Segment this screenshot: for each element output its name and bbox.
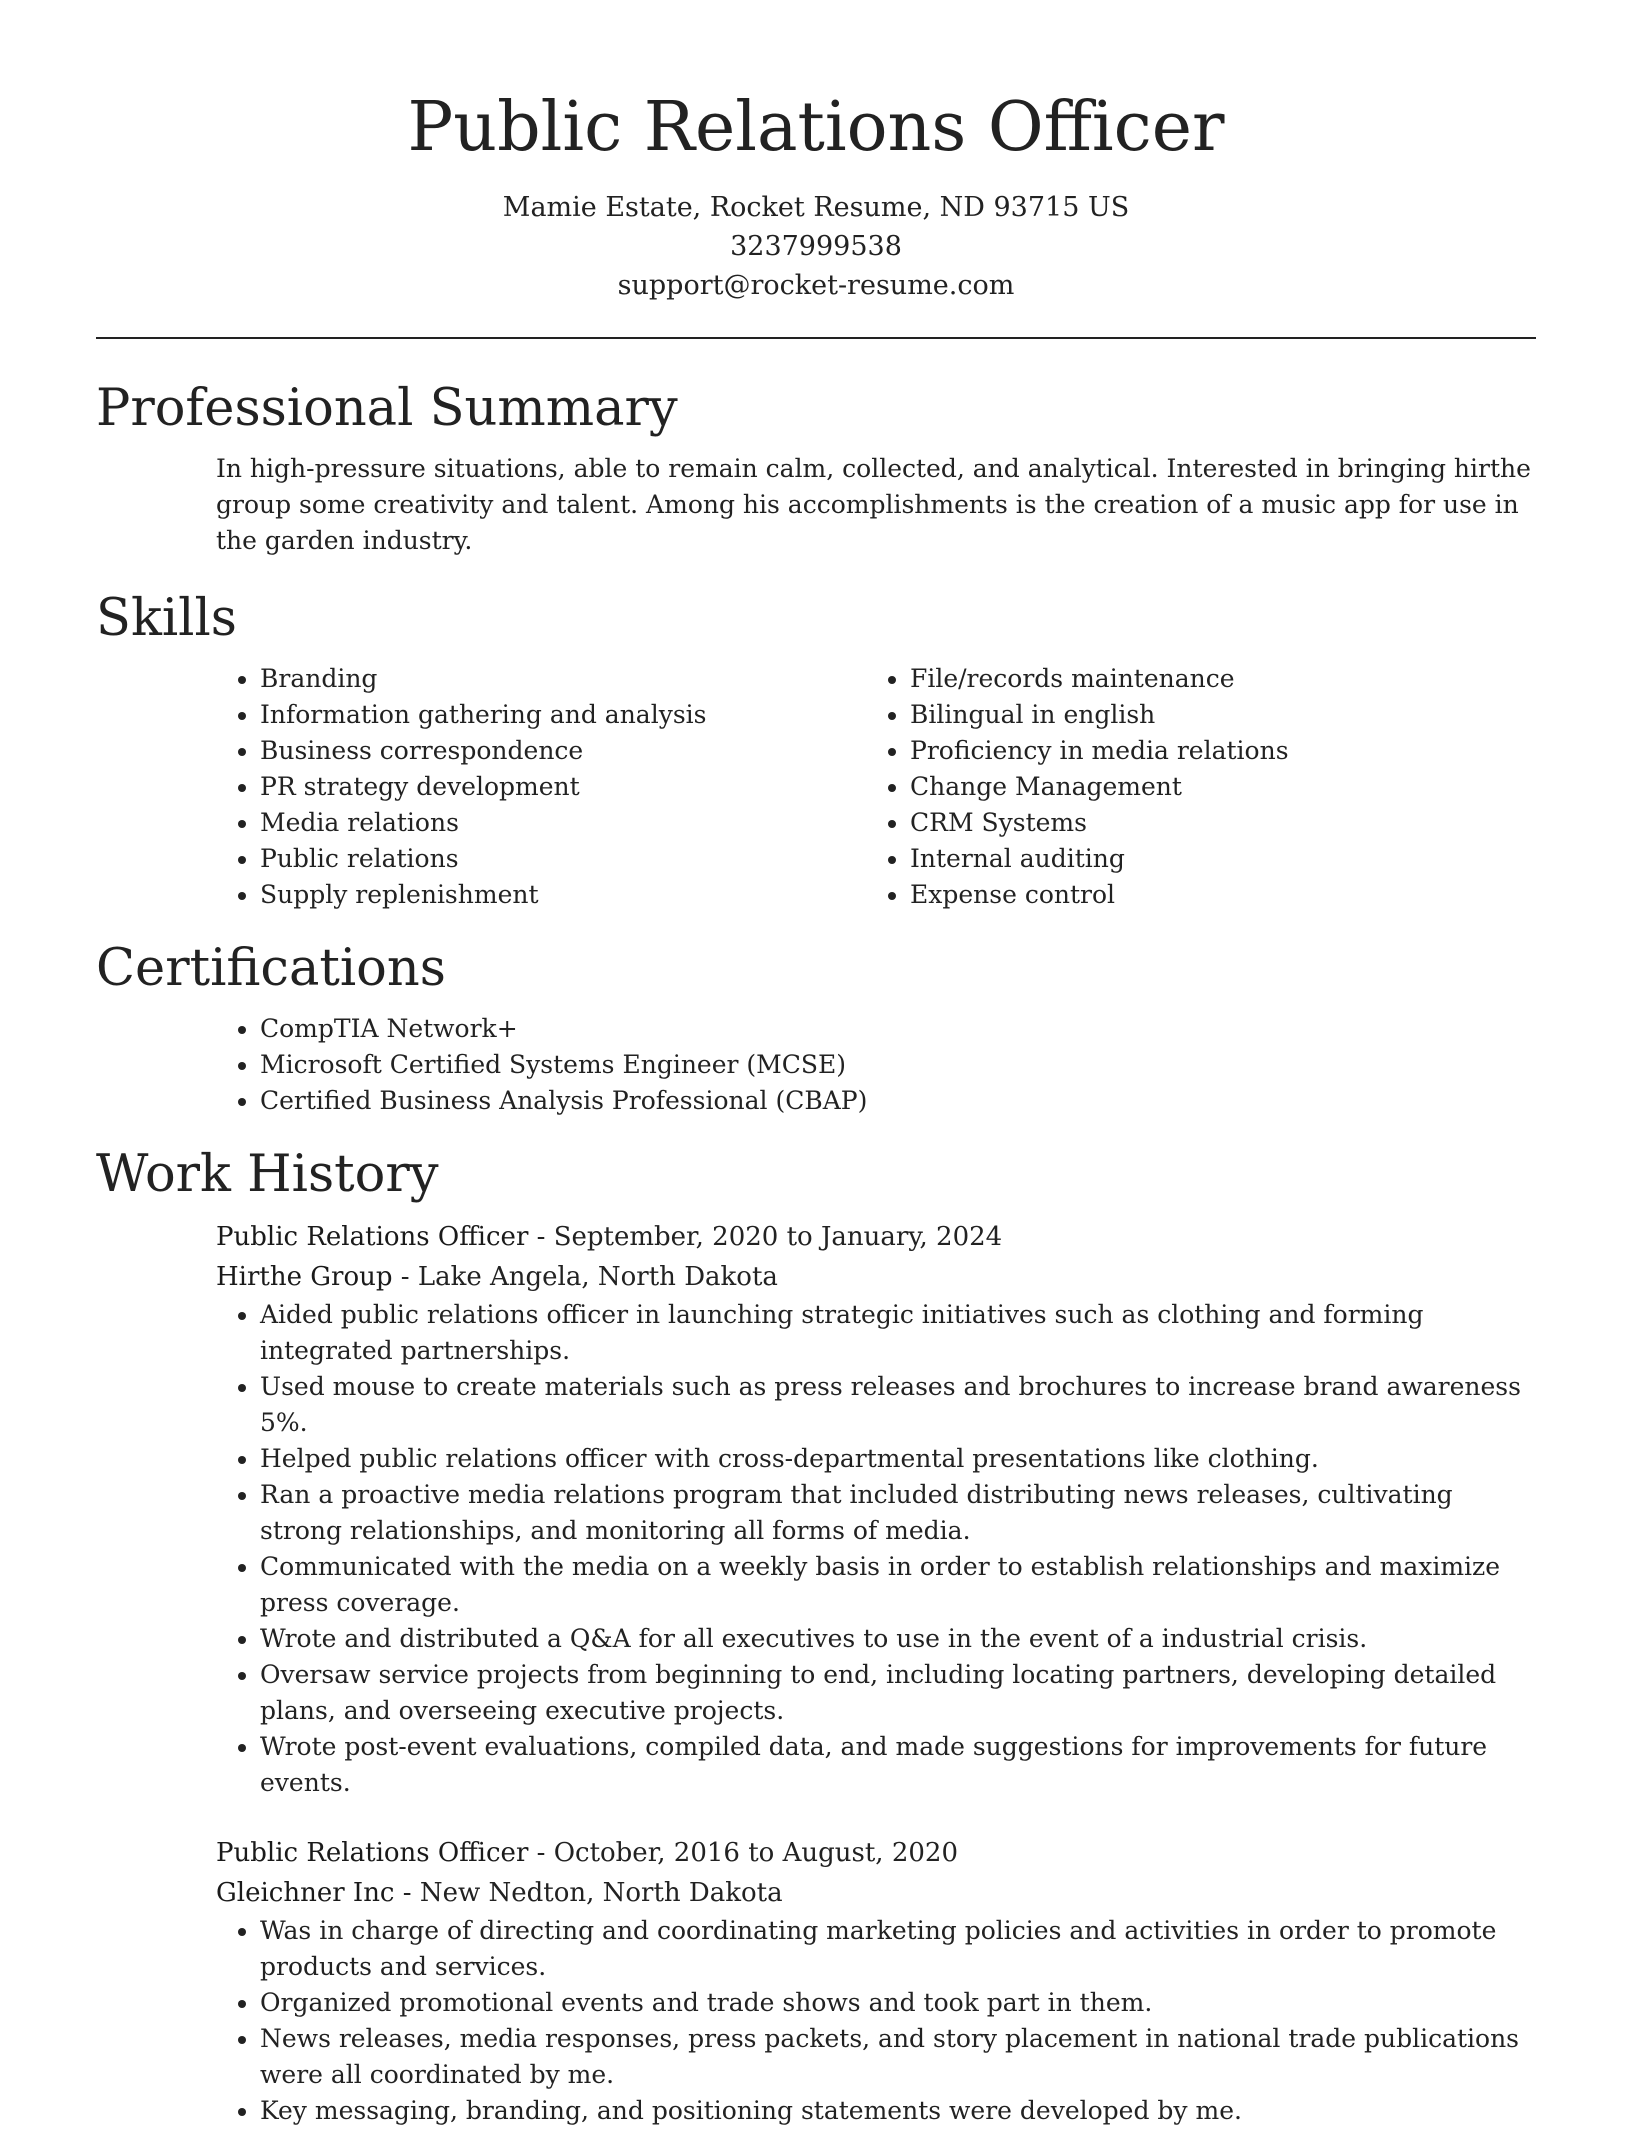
job-location: - New Nedton, North Dakota	[394, 1878, 783, 1908]
skills-list-left	[216, 661, 866, 913]
job-role: Public Relations Officer	[216, 1838, 529, 1868]
certifications-section	[96, 937, 1536, 1119]
skill-item: • Internal auditing	[910, 841, 1516, 877]
skills-list-right	[866, 661, 1516, 913]
job-title-line	[216, 1833, 1536, 1873]
summary-text: In high-pressure situations, able to remain calm, collected, and analytical. Interested in bringing hirthe group some creativity and talent. Among his accomplishments is the creation of a music app for use in the garden industry.	[216, 454, 1531, 555]
job-bullet: • Oversaw service projects from beginning to end, including locating partners, developing detailed plans, and overseeing executive projects.	[260, 1657, 1536, 1729]
summary-heading: Professional Summary	[96, 379, 678, 438]
skill-item: • Bilingual in english	[910, 697, 1516, 733]
job-bullet: • Wrote and distributed a Q&A for all executives to use in the event of a industrial crisis.	[260, 1621, 1536, 1657]
skill-item: • Change Management	[910, 769, 1516, 805]
skills-column-right	[866, 661, 1516, 913]
skill-item: • Information gathering and analysis	[260, 697, 866, 733]
job-company-line	[216, 1257, 1536, 1297]
resume-title: Public Relations Officer	[407, 88, 1225, 167]
job-bullet-list	[216, 1297, 1536, 1801]
summary-section	[96, 377, 1536, 559]
skills-heading: Skills	[96, 589, 237, 648]
skill-item: • Supply replenishment	[260, 877, 866, 913]
job-bullet: • News releases, media responses, press packets, and story placement in national trade publications were all coordinated by me.	[260, 2021, 1536, 2093]
job-bullet-list	[216, 1913, 1536, 2129]
certifications-list-wrap	[216, 1011, 1536, 1119]
contact-block	[96, 188, 1536, 305]
job-bullet: • Helped public relations officer with cross-departmental presentations like clothing.	[260, 1441, 1536, 1477]
job-role: Public Relations Officer	[216, 1222, 529, 1252]
job-bullet: • Key messaging, branding, and positioning statements were developed by me.	[260, 2093, 1536, 2129]
skill-item: • Business correspondence	[260, 733, 866, 769]
skills-column-left	[216, 661, 866, 913]
certifications-heading: Certifications	[96, 939, 446, 998]
job-entry	[216, 1833, 1536, 2129]
job-company: Gleichner Inc	[216, 1878, 395, 1908]
job-company-line	[216, 1873, 1536, 1913]
job-bullet: • Communicated with the media on a weekly basis in order to establish relationships and maximize press coverage.	[260, 1549, 1536, 1621]
certifications-list	[216, 1011, 1536, 1119]
job-company: Hirthe Group	[216, 1262, 393, 1292]
certification-item: • Certified Business Analysis Professional (CBAP)	[260, 1083, 1536, 1119]
resume-header	[96, 0, 1536, 305]
certification-item: • Microsoft Certified Systems Engineer (MCSE)	[260, 1047, 1536, 1083]
skill-item: • PR strategy development	[260, 769, 866, 805]
skill-item: • Expense control	[910, 877, 1516, 913]
job-location: - Lake Angela, North Dakota	[392, 1262, 778, 1292]
job-bullet: • Ran a proactive media relations program that included distributing news releases, cultivating strong relationships, and monitoring all forms of media.	[260, 1477, 1536, 1549]
skill-item: • File/records maintenance	[910, 661, 1516, 697]
job-bullet: • Organized promotional events and trade shows and took part in them.	[260, 1985, 1536, 2021]
skill-item: • Branding	[260, 661, 866, 697]
work-history-section	[96, 1143, 1536, 2129]
skills-section	[96, 587, 1536, 913]
skills-columns	[216, 661, 1536, 913]
job-entry	[216, 1217, 1536, 1801]
contact-phone: 3237999538	[730, 231, 902, 262]
work-history-heading: Work History	[96, 1145, 439, 1204]
job-bullet: • Used mouse to create materials such as press releases and brochures to increase brand awareness 5%.	[260, 1369, 1536, 1441]
job-dates: - September, 2020 to January, 2024	[528, 1222, 1003, 1252]
contact-address: Mamie Estate, Rocket Resume, ND 93715 US	[502, 192, 1130, 223]
job-dates: - October, 2016 to August, 2020	[528, 1838, 958, 1868]
contact-email: support@rocket-resume.com	[617, 270, 1015, 301]
skill-item: • Public relations	[260, 841, 866, 877]
skill-item: • Proficiency in media relations	[910, 733, 1516, 769]
job-bullet: • Aided public relations officer in launching strategic initiatives such as clothing and forming integrated partnerships.	[260, 1297, 1536, 1369]
skill-item: • Media relations	[260, 805, 866, 841]
skill-item: • CRM Systems	[910, 805, 1516, 841]
job-bullet: • Was in charge of directing and coordinating marketing policies and activities in order to promote products and services.	[260, 1913, 1536, 1985]
job-title-line	[216, 1217, 1536, 1257]
job-bullet: • Wrote post-event evaluations, compiled data, and made suggestions for improvements for future events.	[260, 1729, 1536, 1801]
certification-item: • CompTIA Network+	[260, 1011, 1536, 1047]
header-divider	[96, 337, 1536, 339]
